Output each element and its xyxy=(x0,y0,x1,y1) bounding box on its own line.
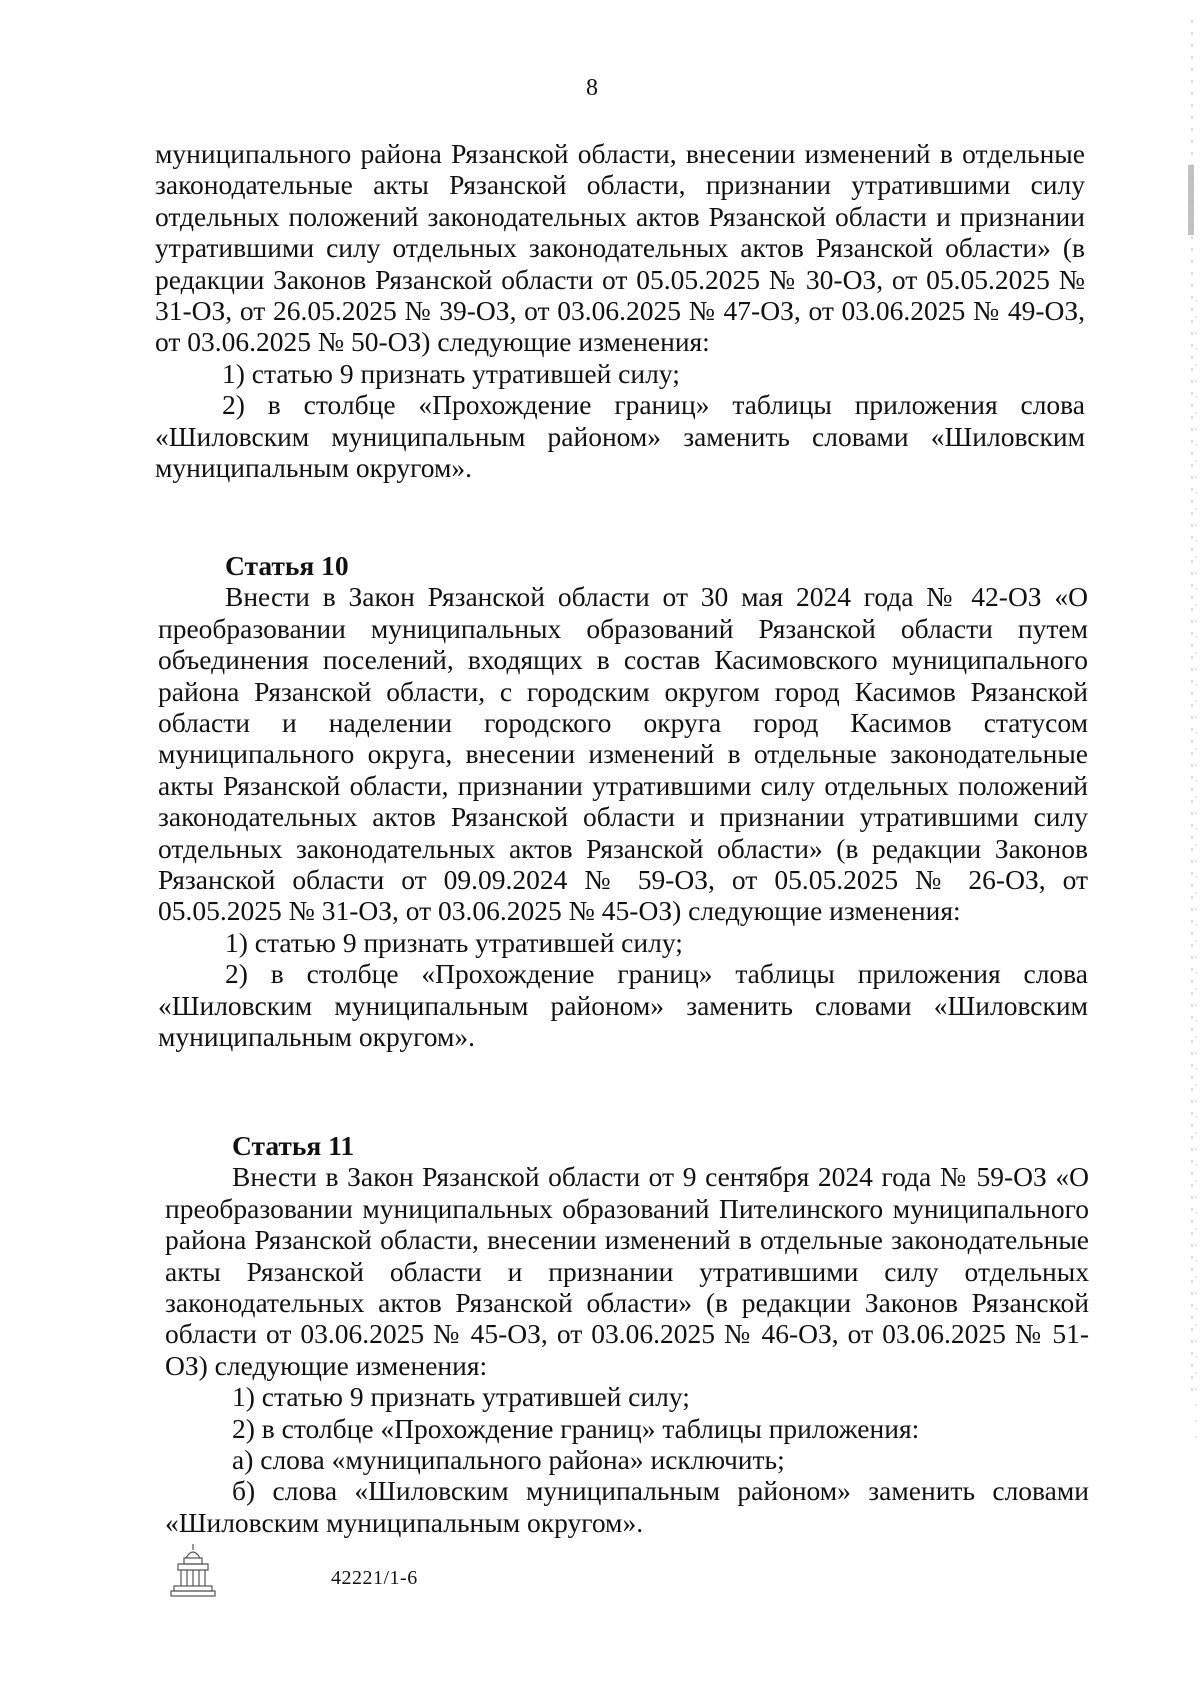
article-11-item-2: 2) в столбце «Прохождение границ» таблицы приложения: xyxy=(232,1412,920,1444)
article-11-section xyxy=(165,1100,1089,1538)
document-code: 42221/1-6 xyxy=(331,1567,418,1589)
article-11-heading: Статья 11 xyxy=(232,1130,355,1161)
article-11-item-2b: б) слова «Шиловским муниципальным районом» заменить словами «Шиловским муниципальным округом». xyxy=(165,1475,1089,1538)
article-10-item-2: 2) в столбце «Прохождение границ» таблицы приложения слова «Шиловским муниципальным районом» заменить словами «Шиловским муниципальным округом». xyxy=(158,958,1088,1053)
article-10-heading: Статья 10 xyxy=(225,550,349,581)
article-10-item-1: 1) статью 9 признать утратившей силу; xyxy=(225,926,683,958)
article-11-item-2a: а) слова «муниципального района» исключить; xyxy=(232,1444,785,1476)
intro-paragraph: муниципального района Рязанской области, внесении изменений в отдельные законодательные акты Рязанской области, признании утратившими силу отдельных положений законодательных актов Рязанской области и признании утратившими силу отдельных законодательных актов Рязанской области» (в редакции Законов Рязанской области от 05.05.2025 № 30-ОЗ, от 05.05.2025 № 31-ОЗ, от 26.05.2025 № 39-ОЗ, от 03.06.2025 № 47-ОЗ, от 03.06.2025 № 49-ОЗ, от 03.06.2025 № 50-ОЗ) следующие изменения: xyxy=(155,138,1085,358)
duma-building-seal-icon xyxy=(168,1540,218,1600)
intro-section xyxy=(155,138,1085,483)
intro-item-2: 2) в столбце «Прохождение границ» таблицы приложения слова «Шиловским муниципальным районом» заменить словами «Шиловским муниципальным округом». xyxy=(155,389,1085,484)
article-10-body: Внести в Закон Рязанской области от 30 мая 2024 года № 42-ОЗ «О преобразовании муниципальных образований Рязанской области путем объединения поселений, входящих в состав Касимовского муниципального района Рязанской области, с городским округом город Касимов Рязанской области и наделении городского округа город Касимов статусом муниципального округа, внесении изменений в отдельные законодательные акты Рязанской области, признании утратившими силу отдельных положений законодательных актов Рязанской области и признании утратившими силу отдельных законодательных актов Рязанской области» (в редакции Законов Рязанской области от 09.09.2024 № 59-ОЗ, от 05.05.2025 № 26-ОЗ, от 05.05.2025 № 31-ОЗ, от 03.06.2025 № 45-ОЗ) следующие изменения: xyxy=(158,581,1088,927)
article-11-item-1: 1) статью 9 признать утратившей силу; xyxy=(232,1381,690,1413)
scan-edge-artifact xyxy=(1170,0,1200,1695)
article-10-section xyxy=(158,520,1088,1053)
page-number: 8 xyxy=(586,75,598,101)
intro-item-1: 1) статью 9 признать утратившей силу; xyxy=(222,357,680,389)
article-11-body: Внести в Закон Рязанской области от 9 сентября 2024 года № 59-ОЗ «О преобразовании муниципальных образований Пителинского муниципального района Рязанской области, внесении изменений в отдельные законодательные акты Рязанской области и признании утратившими силу отдельных законодательных актов Рязанской области» (в редакции Законов Рязанской области от 03.06.2025 № 45-ОЗ, от 03.06.2025 № 46-ОЗ, от 03.06.2025 № 51-ОЗ) следующие изменения: xyxy=(165,1161,1089,1381)
